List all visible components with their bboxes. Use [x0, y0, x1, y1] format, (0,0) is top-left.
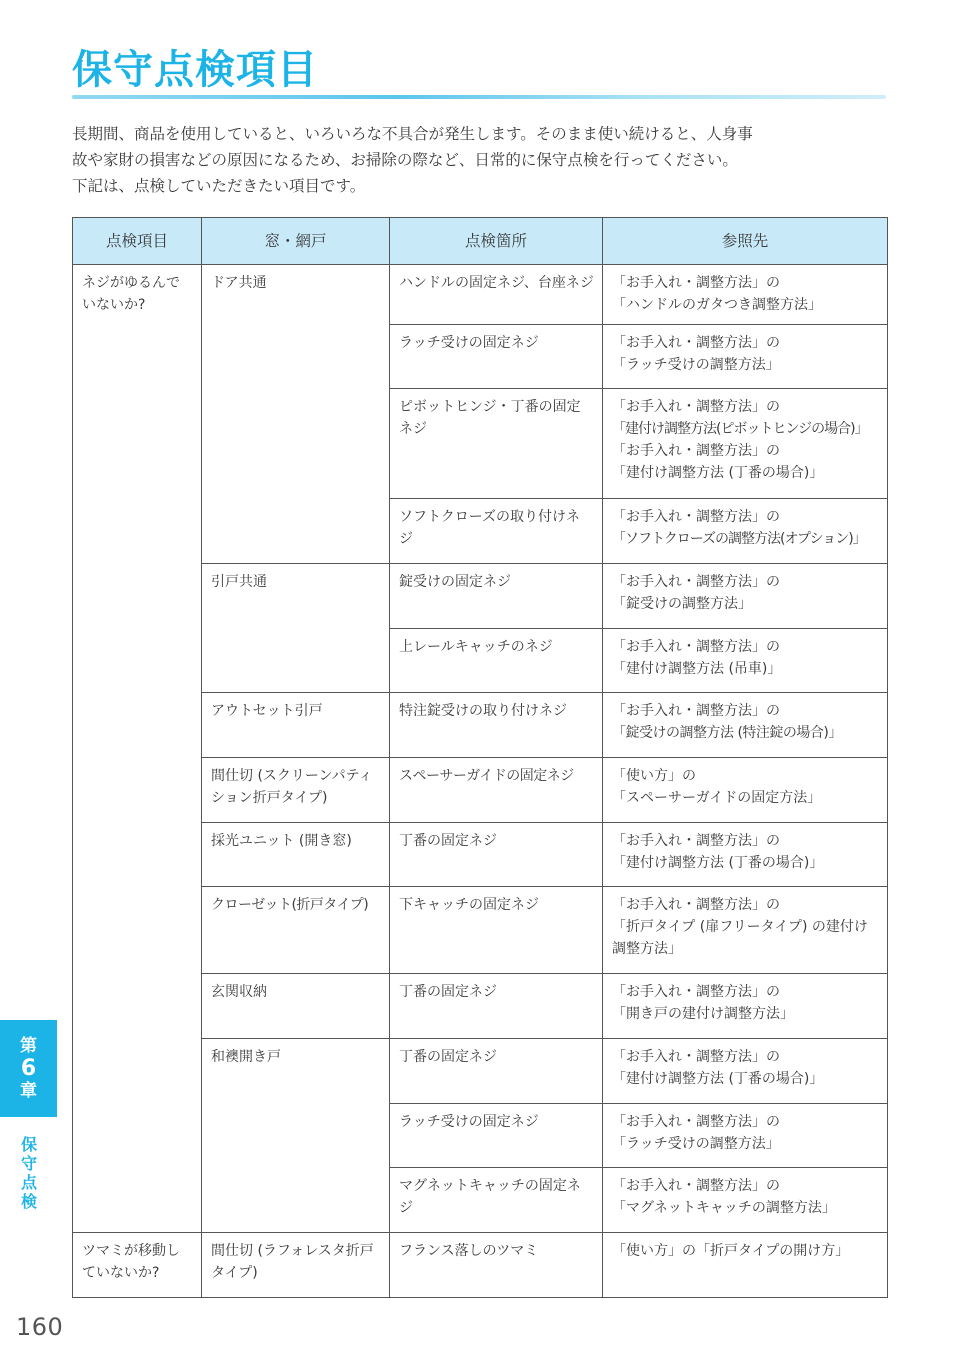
reference-line: 「建付け調整方法 (丁番の場合)」 — [612, 855, 824, 871]
reference-line: 「使い方」の — [612, 768, 696, 784]
location-cell: ラッチ受けの固定ネジ — [390, 1104, 603, 1168]
location-cell: 錠受けの固定ネジ — [390, 564, 603, 629]
location-cell: スペーサーガイドの固定ネジ — [390, 758, 603, 823]
reference-line: 「お手入れ・調整方法」の — [612, 639, 780, 655]
location-cell: 丁番の固定ネジ — [390, 823, 603, 887]
section-char: 保 — [20, 1135, 37, 1154]
reference-line: 「お手入れ・調整方法」の — [612, 833, 780, 849]
reference-line: 「お手入れ・調整方法」の — [612, 1114, 780, 1130]
reference-cell — [603, 758, 888, 823]
location-cell: 上レールキャッチのネジ — [390, 629, 603, 693]
intro-line: 長期間、商品を使用していると、いろいろな不具合が発生します。そのまま使い続けると、人身事 — [72, 125, 753, 143]
reference-cell — [603, 325, 888, 389]
inspection-item-cell: ツマミが移動していないか? — [73, 1233, 202, 1298]
reference-cell — [603, 499, 888, 564]
table-row — [73, 265, 888, 325]
reference-cell — [603, 1104, 888, 1168]
location-cell: 丁番の固定ネジ — [390, 974, 603, 1039]
window-type-cell: 採光ユニット (開き窓) — [202, 823, 390, 887]
section-char: 点 — [20, 1173, 37, 1192]
header-reference: 参照先 — [603, 218, 888, 265]
page-number: 160 — [16, 1313, 64, 1341]
reference-cell — [603, 1039, 888, 1104]
window-type-cell: ドア共通 — [202, 265, 390, 564]
reference-line: 「ハンドルのガタつき調整方法」 — [612, 297, 822, 313]
location-cell: ピボットヒンジ・丁番の固定ネジ — [390, 389, 603, 499]
location-cell: マグネットキャッチの固定ネジ — [390, 1168, 603, 1233]
window-type-cell: 間仕切 (ラフォレスタ折戸タイプ) — [202, 1233, 390, 1298]
section-label[interactable] — [17, 1135, 41, 1211]
inspection-item-cell: ネジがゆるんでいないか? — [73, 265, 202, 1233]
inspection-table — [72, 217, 888, 1298]
reference-line: 「建付け調整方法 (丁番の場合)」 — [612, 465, 824, 481]
reference-line: 「お手入れ・調整方法」の — [612, 703, 780, 719]
window-type-cell: 和襖開き戸 — [202, 1039, 390, 1233]
reference-line: 「開き戸の建付け調整方法」 — [612, 1006, 794, 1022]
header-inspection-item: 点検項目 — [73, 218, 202, 265]
reference-line: 「スペーサーガイドの固定方法」 — [612, 790, 822, 806]
reference-cell — [603, 887, 888, 974]
section-char: 検 — [20, 1192, 37, 1211]
table-row — [73, 1233, 888, 1298]
reference-cell — [603, 693, 888, 758]
page-title: 保守点検項目 — [72, 47, 318, 93]
table-header-row — [73, 218, 888, 265]
reference-line: 「お手入れ・調整方法」の — [612, 275, 780, 291]
intro-line: 下記は、点検していただきたい項目です。 — [72, 177, 366, 195]
header-window-screen: 窓・網戸 — [202, 218, 390, 265]
reference-line: 「錠受けの調整方法」 — [612, 596, 752, 612]
reference-cell — [603, 564, 888, 629]
chapter-suffix: 章 — [20, 1080, 37, 1101]
reference-cell — [603, 265, 888, 325]
section-char: 守 — [20, 1154, 37, 1173]
reference-line: 「お手入れ・調整方法」の — [612, 399, 780, 415]
reference-cell — [603, 389, 888, 499]
chapter-number: 6 — [20, 1055, 37, 1081]
window-type-cell: 間仕切 (スクリーンパティション折戸タイプ) — [202, 758, 390, 823]
reference-line: 「錠受けの調整方法 (特注錠の場合)」 — [612, 725, 842, 741]
reference-line: 「お手入れ・調整方法」の — [612, 574, 780, 590]
reference-cell — [603, 823, 888, 887]
chapter-tab[interactable] — [0, 1020, 57, 1117]
reference-line: 「お手入れ・調整方法」の — [612, 443, 780, 459]
reference-line: 「お手入れ・調整方法」の — [612, 1049, 780, 1065]
location-cell: 下キャッチの固定ネジ — [390, 887, 603, 974]
reference-line: 「ラッチ受けの調整方法」 — [612, 357, 780, 373]
window-type-cell: 玄関収納 — [202, 974, 390, 1039]
title-underline — [72, 95, 886, 99]
intro-paragraph — [72, 121, 892, 199]
reference-line: 「お手入れ・調整方法」の — [612, 335, 780, 351]
location-cell: 丁番の固定ネジ — [390, 1039, 603, 1104]
location-cell: フランス落しのツマミ — [390, 1233, 603, 1298]
reference-line: 「お手入れ・調整方法」の — [612, 897, 780, 913]
reference-line: 「お手入れ・調整方法」の — [612, 509, 780, 525]
window-type-cell: 引戸共通 — [202, 564, 390, 693]
reference-line: 「マグネットキャッチの調整方法」 — [612, 1200, 836, 1216]
reference-line: 「ソフトクローズの調整方法(オプション)」 — [612, 531, 866, 547]
reference-line: 「折戸タイプ (扉フリータイプ) の建付け調整方法」 — [612, 919, 868, 957]
intro-line: 故や家財の損害などの原因になるため、お掃除の際など、日常的に保守点検を行ってください。 — [72, 151, 738, 169]
location-cell: ソフトクローズの取り付けネジ — [390, 499, 603, 564]
reference-line: 「お手入れ・調整方法」の — [612, 984, 780, 1000]
chapter-prefix: 第 — [20, 1035, 37, 1056]
header-inspection-location: 点検箇所 — [390, 218, 603, 265]
reference-line: 「ラッチ受けの調整方法」 — [612, 1136, 780, 1152]
reference-line: 「建付け調整方法 (吊車)」 — [612, 661, 782, 677]
reference-line: 「建付け調整方法(ピボットヒンジの場合)」 — [612, 421, 868, 437]
window-type-cell: アウトセット引戸 — [202, 693, 390, 758]
reference-cell — [603, 1233, 888, 1298]
reference-line: 「お手入れ・調整方法」の — [612, 1178, 780, 1194]
location-cell: 特注錠受けの取り付けネジ — [390, 693, 603, 758]
reference-cell — [603, 629, 888, 693]
window-type-cell: クローゼット(折戸タイプ) — [202, 887, 390, 974]
reference-line: 「使い方」の「折戸タイプの開け方」 — [612, 1243, 850, 1259]
location-cell: ハンドルの固定ネジ、台座ネジ — [390, 265, 603, 325]
reference-line: 「建付け調整方法 (丁番の場合)」 — [612, 1071, 824, 1087]
reference-cell — [603, 1168, 888, 1233]
reference-cell — [603, 974, 888, 1039]
location-cell: ラッチ受けの固定ネジ — [390, 325, 603, 389]
